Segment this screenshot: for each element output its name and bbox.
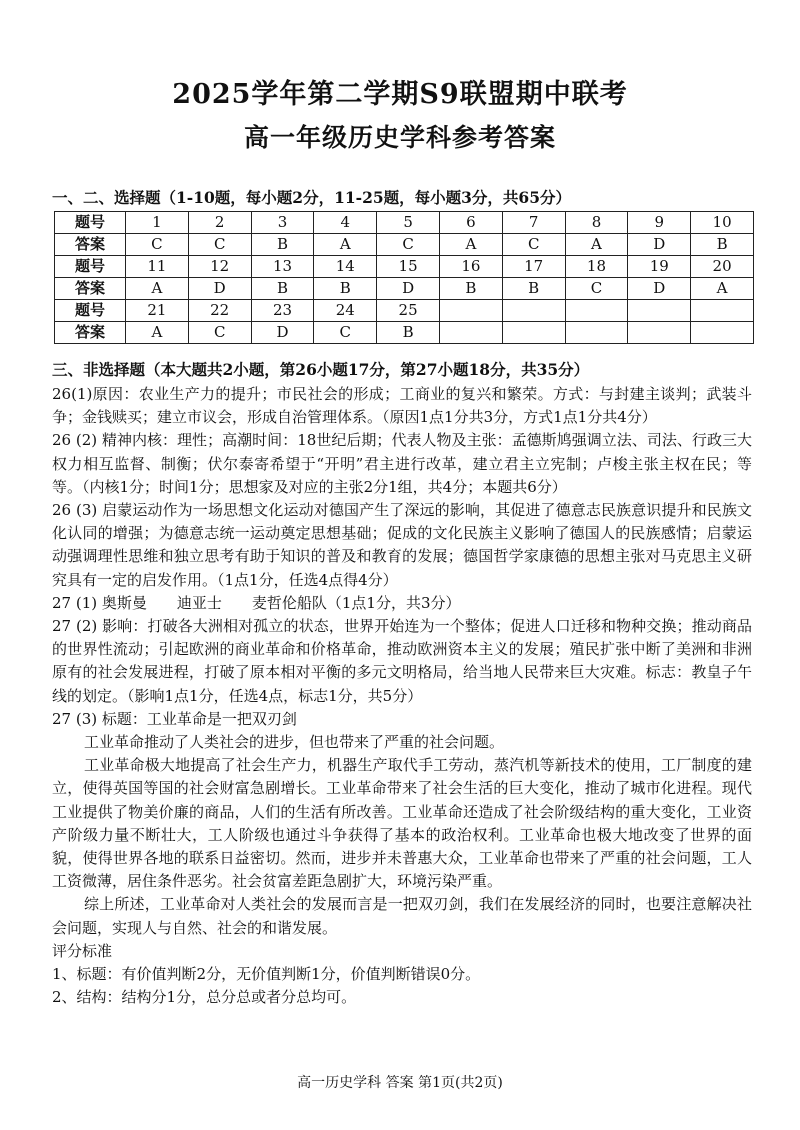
question-number-cell: 17 [502, 256, 565, 278]
row-label: 答案 [55, 234, 126, 256]
essay-paragraph: 综上所述，工业革命对人类社会的发展而言是一把双刃剑，我们在发展经济的同时，也要注意解决社会问题，实现人与自然、社会的和谐发展。 [52, 895, 752, 937]
question-number-cell: 19 [628, 256, 691, 278]
question-number-cell [439, 300, 502, 322]
answer-row [55, 322, 754, 344]
question-number-cell: 25 [377, 300, 440, 322]
answer-cell [439, 322, 502, 344]
question-number-row [55, 256, 754, 278]
answer-cell: C [565, 278, 628, 300]
row-label: 题号 [55, 212, 126, 234]
question-number-cell: 2 [188, 212, 251, 234]
answer-cell [628, 322, 691, 344]
answer-cell: B [377, 322, 440, 344]
question-number-row [55, 212, 754, 234]
answer-cell [565, 322, 628, 344]
question-number-cell: 13 [251, 256, 314, 278]
essay-paragraph: 工业革命极大地提高了社会生产力，机器生产取代手工劳动，蒸汽机等新技术的使用，工厂制度的建立，使得英国等国的社会财富急剧增长。工业革命带来了社会生活的巨大变化，推动了城市化进程。现代工业提供了物美价廉的商品，人们的生活有所改善。工业革命还造成了社会阶级结构的重大变化，工业资产阶级力量不断壮大，工人阶级也通过斗争获得了基本的政治权利。工业革命也极大地改变了世界的面貌，使得世界各地的联系日益密切。然而，进步并未普惠大众，工业革命也带来了严重的社会问题，工人工资微薄，居住条件恶劣。社会贫富差距急剧扩大，环境污染严重。 [52, 756, 752, 891]
answer-cell: C [188, 234, 251, 256]
question-number-cell: 5 [377, 212, 440, 234]
question-number-cell: 23 [251, 300, 314, 322]
question-number-cell: 1 [126, 212, 189, 234]
answer-cell: A [314, 234, 377, 256]
answer-cell: B [502, 278, 565, 300]
answer-cell: D [251, 322, 314, 344]
answer-cell: A [691, 278, 754, 300]
answer-cell: B [439, 278, 502, 300]
page-subtitle: 高一年级历史学科参考答案 [243, 123, 556, 152]
answer-cell: A [126, 278, 189, 300]
answer-26-1: 26(1)原因：农业生产力的提升；市民社会的形成；工商业的复兴和繁荣。方式：与封建主谈判；武装斗争；金钱赎买；建立市议会，形成自治管理体系。（原因1点1分共3分，方式1点1分共4分） [52, 385, 752, 427]
answer-27-2: 27 (2) 影响：打破各大洲相对孤立的状态，世界开始连为一个整体；促进人口迁移和物种交换；推动商品的世界性流动；引起欧洲的商业革命和价格革命，推动欧洲资本主义的发展；殖民扩张中断了美洲和非洲原有的社会发展进程，打破了原本相对平衡的多元文明格局，给当地人民带来巨大灾难。标志：教皇子午线的划定。（影响1点1分，任选4点，标志1分，共5分） [52, 617, 752, 705]
answer-table [54, 211, 754, 344]
answer-cell: C [377, 234, 440, 256]
answer-cell [691, 322, 754, 344]
section1-heading: 一、二、选择题（1-10题，每小题2分，11-25题，每小题3分，共65分） [52, 188, 572, 207]
essay-paragraph: 工业革命推动了人类社会的进步，但也带来了严重的社会问题。 [84, 733, 505, 752]
answer-cell: C [188, 322, 251, 344]
answer-cell: C [314, 322, 377, 344]
page-title: 2025学年第二学期S9联盟期中联考 [172, 79, 628, 110]
page-footer: 高一历史学科 答案 第1页(共2页) [297, 1075, 503, 1091]
row-label: 答案 [55, 278, 126, 300]
answer-cell: D [628, 278, 691, 300]
question-number-cell: 14 [314, 256, 377, 278]
question-number-cell: 7 [502, 212, 565, 234]
question-number-cell: 21 [126, 300, 189, 322]
question-number-cell: 20 [691, 256, 754, 278]
answer-cell: D [377, 278, 440, 300]
question-number-cell: 8 [565, 212, 628, 234]
question-number-cell: 9 [628, 212, 691, 234]
answer-cell: C [126, 234, 189, 256]
question-number-cell [565, 300, 628, 322]
answer-cell: B [314, 278, 377, 300]
question-number-cell: 4 [314, 212, 377, 234]
question-number-cell [502, 300, 565, 322]
answer-cell: C [502, 234, 565, 256]
answer-row [55, 234, 754, 256]
section2-heading: 三、非选择题（本大题共2小题，第26小题17分，第27小题18分，共35分） [52, 360, 590, 379]
answer-27-1: 27 (1) 奥斯曼 迪亚士 麦哲伦船队（1点1分，共3分） [52, 593, 461, 612]
question-number-cell: 6 [439, 212, 502, 234]
answer-27-3-title: 27 (3) 标题：工业革命是一把双刃剑 [52, 709, 297, 728]
row-label: 题号 [55, 256, 126, 278]
question-number-cell: 3 [251, 212, 314, 234]
answer-26-2: 26 (2) 精神内核：理性；高潮时间：18世纪后期；代表人物及主张：孟德斯鸠强调立法、司法、行政三大权力相互监督、制衡；伏尔泰寄希望于“开明”君主进行改革，建立君主立宪制；卢梭主张主权在民；等等。（内核1分；时间1分；思想家及对应的主张2分1组，共4分；本题共6分） [52, 431, 752, 496]
row-label: 答案 [55, 322, 126, 344]
answer-cell: B [251, 278, 314, 300]
answer-cell: D [628, 234, 691, 256]
question-number-cell: 15 [377, 256, 440, 278]
answer-cell: A [439, 234, 502, 256]
answer-26-3: 26 (3) 启蒙运动作为一场思想文化运动对德国产生了深远的影响，其促进了德意志民族意识提升和民族文化认同的增强；为德意志统一运动奠定思想基础；促成的文化民族主义影响了德国人的民族感情；启蒙运动强调理性思维和独立思考有助于知识的普及和教育的发展；德国哲学家康德的思想主张对马克思主义研究具有一定的启发作用。（1点1分，任选4点得4分） [52, 501, 752, 589]
question-number-cell: 12 [188, 256, 251, 278]
grading-item: 1、标题：有价值判断2分，无价值判断1分，价值判断错误0分。 [52, 965, 481, 984]
question-number-cell: 10 [691, 212, 754, 234]
grading-heading: 评分标准 [52, 941, 113, 960]
question-number-cell: 16 [439, 256, 502, 278]
grading-item: 2、结构：结构分1分，总分总或者分总均可。 [52, 988, 357, 1007]
answer-cell: B [251, 234, 314, 256]
answer-cell: D [188, 278, 251, 300]
answer-cell: B [691, 234, 754, 256]
question-number-cell: 24 [314, 300, 377, 322]
question-number-cell: 18 [565, 256, 628, 278]
answer-cell: A [126, 322, 189, 344]
answer-cell [502, 322, 565, 344]
row-label: 题号 [55, 300, 126, 322]
question-number-cell: 22 [188, 300, 251, 322]
question-number-cell [691, 300, 754, 322]
answers-body [52, 383, 752, 1009]
question-number-row [55, 300, 754, 322]
question-number-cell: 11 [126, 256, 189, 278]
question-number-cell [628, 300, 691, 322]
answer-cell: A [565, 234, 628, 256]
answer-row [55, 278, 754, 300]
